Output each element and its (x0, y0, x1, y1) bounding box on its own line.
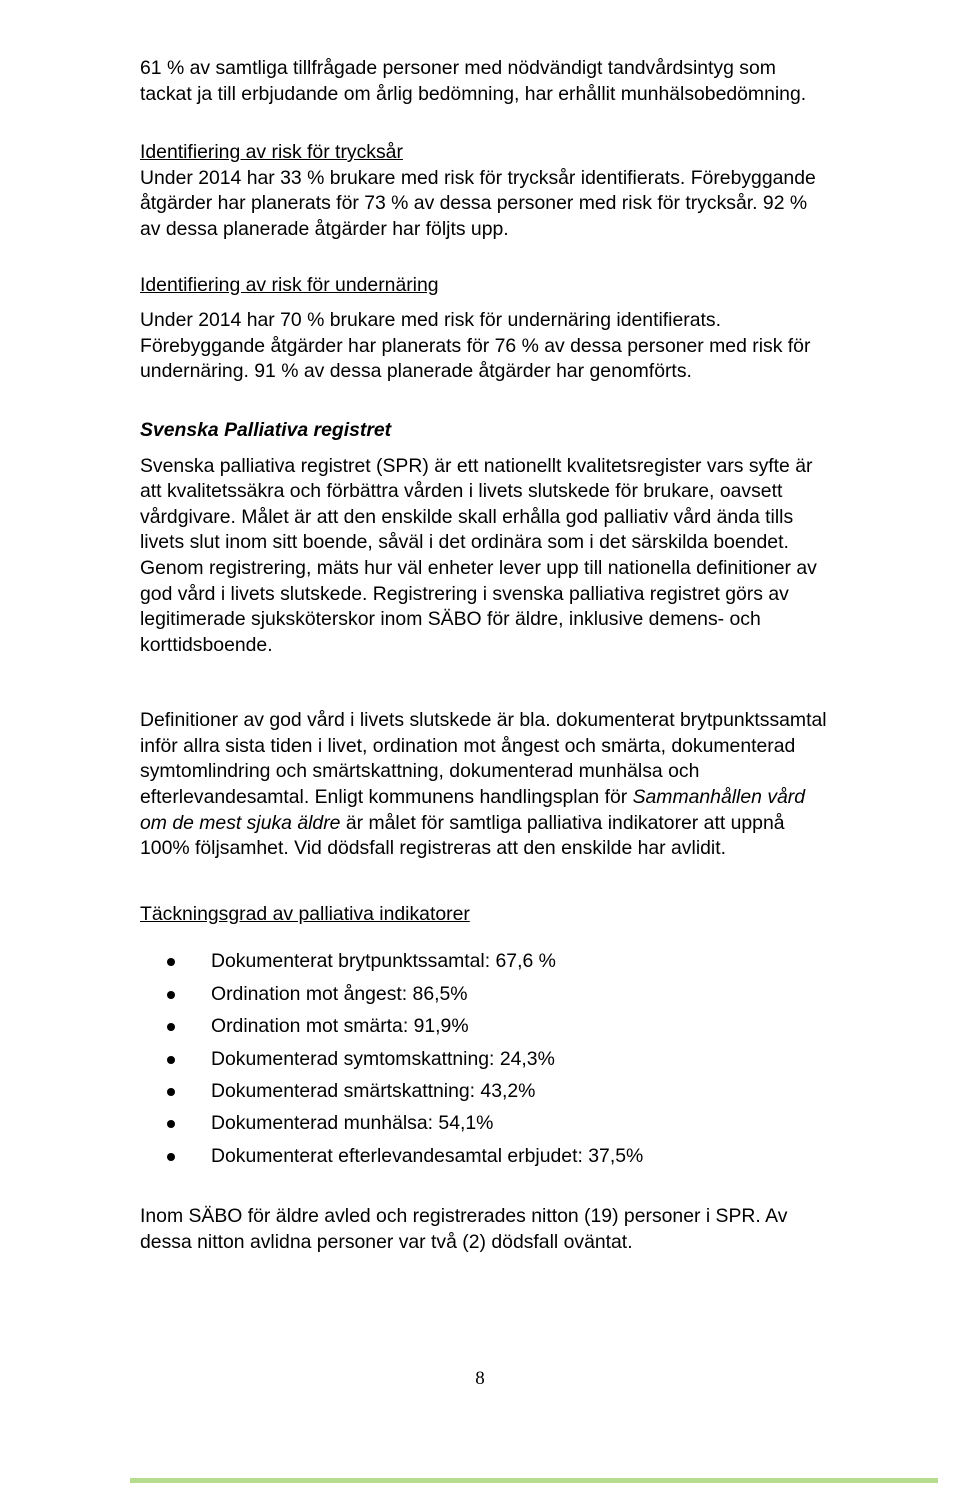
paragraph-munhalsa: 61 % av samtliga tillfrågade personer med nödvändigt tandvårdsintyg som tackat ja till erbjudande om årlig bedömning, har erhållit munhälsobedömning. (140, 57, 807, 105)
list-item: Dokumenterad symtomskattning: 24,3% (140, 1047, 830, 1079)
bullet-icon (167, 1088, 175, 1096)
list-item: Ordination mot smärta: 91,9% (140, 1014, 830, 1046)
paragraph-spr: Svenska palliativa registret (SPR) är ett nationellt kvalitetsregister vars syfte är att kvalitetssäkra och förbättra vården i livets slutskede för brukare, oavsett vårdgivare. Målet är att den enskilde skall erhålla god palliativ vård ända tills livets slut inom sitt boende, såväl i det ordinära som i det särskilda boendet. Genom registrering, mäts hur väl enheter lever upp till nationella definitioner av god vård i livets slutskede. Registrering i svenska palliativa registret görs av legitimerade sjuksköterskor inom SÄBO för äldre, inklusive demens- och korttidsboende. (140, 454, 817, 656)
bullet-icon (167, 1153, 175, 1161)
definitioner-italic: Sammanhållen vård om de mest sjuka äldre (140, 786, 806, 834)
bullet-icon (167, 1023, 175, 1031)
heading-spr: Svenska Palliativa registret (140, 418, 392, 441)
document-body (140, 56, 830, 1255)
paragraph-trycksar: Under 2014 har 33 % brukare med risk för trycksår identifierats. Förebyggande åtgärder har planerats för 73 % av dessa personer med risk för trycksår. 92 % av dessa planerade åtgärder har följts upp. (140, 166, 816, 240)
bullet-icon (167, 991, 175, 999)
list-item: Dokumenterat brytpunktssamtal: 67,6 % (140, 949, 830, 981)
list-item: Dokumenterad smärtskattning: 43,2% (140, 1079, 830, 1111)
heading-trycksar: Identifiering av risk för trycksår (140, 141, 403, 164)
heading-undernaring: Identifiering av risk för undernäring (140, 273, 439, 296)
list-item: Dokumenterat efterlevandesamtal erbjudet: 37,5% (140, 1144, 830, 1176)
indicator-list (140, 949, 830, 1176)
bullet-icon (167, 958, 175, 966)
bullet-icon (167, 1120, 175, 1128)
definitioner-text-a: Definitioner av god vård i livets slutskede är bla. dokumenterat brytpunktssamtal inför allra sista tiden i livet, ordination mot ångest och smärta, dokumenterad symtomlindring och smärtskattning, dokumenterad munhälsa och efterlevandesamtal. Enligt kommunens handlingsplan för (140, 709, 827, 809)
paragraph-undernaring: Under 2014 har 70 % brukare med risk för undernäring identifierats. Förebyggande åtgärder har planerats för 76 % av dessa personer med risk för undernäring. 91 % av dessa planerade åtgärder har genomförts. (140, 309, 811, 383)
definitioner-text-b: är målet för samtliga palliativa indikatorer att uppnå 100% följsamhet. Vid dödsfall registreras att den enskilde har avlidit. (140, 811, 785, 860)
list-item: Ordination mot ångest: 86,5% (140, 982, 830, 1014)
paragraph-definitioner (140, 708, 830, 862)
footer-divider (130, 1478, 938, 1483)
page-number: 8 (475, 1368, 485, 1389)
list-item: Dokumenterad munhälsa: 54,1% (140, 1111, 830, 1143)
paragraph-avlidna: Inom SÄBO för äldre avled och registrerades nitton (19) personer i SPR. Av dessa nitton avlidna personer var två (2) dödsfall oväntat. (140, 1205, 788, 1253)
heading-tackningsgrad: Täckningsgrad av palliativa indikatorer (140, 902, 470, 925)
bullet-icon (167, 1056, 175, 1064)
